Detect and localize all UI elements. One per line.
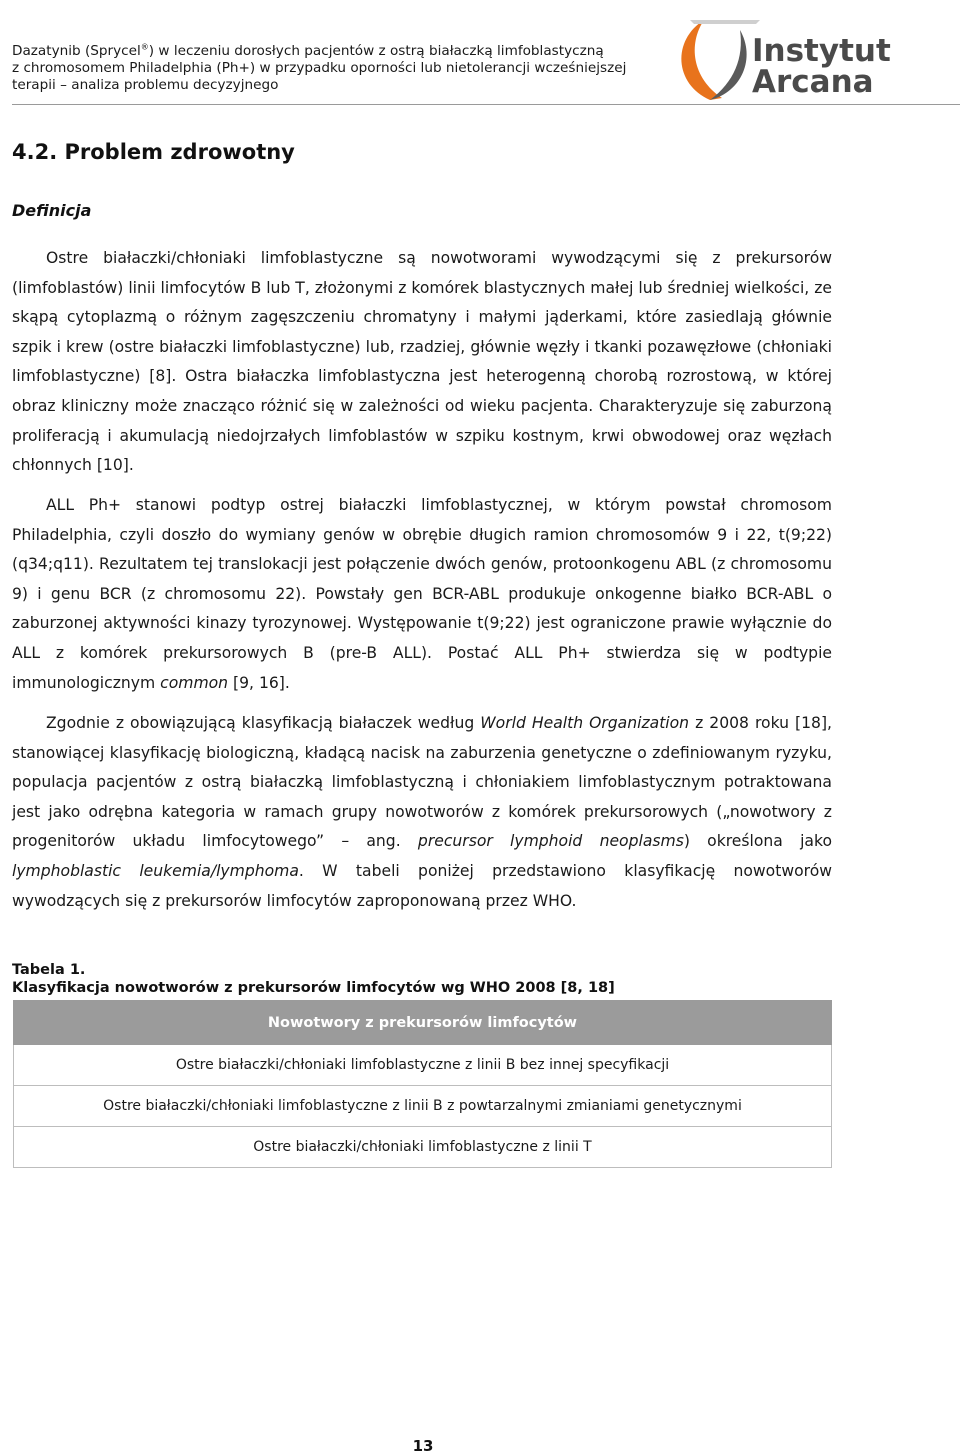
paragraph-italic-term: lymphoblastic leukemia/lymphoma xyxy=(12,861,299,880)
header-line-3: terapii – analiza problemu decyzyjnego xyxy=(12,77,279,93)
logo-gray-shade xyxy=(690,20,760,24)
paragraph-who-classification xyxy=(12,709,832,916)
table-header-cell: Nowotwory z prekursorów limfocytów xyxy=(14,1001,832,1045)
logo-text-line-1: Instytut xyxy=(752,33,891,69)
table-label: Tabela 1. xyxy=(12,962,86,978)
paragraph-text: . W tabeli poniżej przedstawiono klasyfikację nowotworów wywodzących się z prekursorów limfocytów zaproponowaną przez WHO. xyxy=(12,861,832,910)
table-header-row xyxy=(14,1001,832,1045)
table-cell: Ostre białaczki/chłoniaki limfoblastyczne z linii B z powtarzalnymi zmianiami genetycznymi xyxy=(14,1086,832,1127)
paragraph-text: ) określona jako xyxy=(683,832,832,851)
logo-text-line-2: Arcana xyxy=(752,64,874,100)
paragraph-italic-term: World Health Organization xyxy=(480,714,690,732)
paragraph-text: ALL Ph+ stanowi podtyp ostrej białaczki limfoblastycznej, w którym powstał chromosom Philadelphia, czyli doszło do wymiany genów w obrębie długich ramion chromosomów 9 i 22, t(9;22)(q34;q11). Rezultatem tej translokacji jest połączenie dwóch genów, protoonkogenu ABL (z chromosomu 9) i genu BCR (z chromosomu 22). Powstały gen BCR-ABL produkuje onkogenne białko BCR-ABL o zaburzonej aktywności kinazy tyrozynowej. Występowanie t(9;22) jest ograniczone prawie wyłącznie do ALL z komórek prekursorowych B (pre-B ALL). Postać ALL Ph+ stwierdza się w podtypie immunologicznym xyxy=(12,496,832,692)
paragraph-italic-term: precursor lymphoid neoplasms xyxy=(417,832,684,851)
logo-orange-arc xyxy=(681,20,722,100)
paragraph-definition: Ostre białaczki/chłoniaki limfoblastyczne są nowotworami wywodzącymi się z prekursorów (limfoblastów) linii limfocytów B lub T, złożonymi z komórek blastycznych małej lub średniej wielkości, ze skąpą cytoplazmą o różnym zagęszczeniu chromatyny i małymi jąderkami, które zasiedlają głównie szpik i krew (ostre białaczki limfoblastyczne) lub, rzadziej, głównie węzły i tkanki pozawęzłowe (chłoniaki limfoblastyczne) [8]. Ostra białaczka limfoblastyczna jest heterogenną chorobą rozrostową, w której obraz kliniczny może znacząco różnić się w zależności od wieku pacjenta. Charakteryzuje się zaburzoną proliferacją i akumulacją niedojrzałych limfoblastów w szpiku kostnym, krwi obwodowej oraz węzłach chłonnych [10]. xyxy=(12,249,832,475)
paragraph-text: z 2008 roku [18], stanowiącej klasyfikację biologiczną, kładącą nacisk na zaburzenia genetyczne o zdefiniowanym ryzyku, populacja pacjentów z ostrą białaczką limfoblastyczną i chłoniakiem limfoblastycznym potraktowana jest jako odrębna kategoria w ramach grupy nowotworów z komórek prekursorowych („nowotwory z progenitorów układu limfocytowego” – ang. xyxy=(12,714,832,851)
table-row xyxy=(14,1045,832,1086)
paragraph-text: [9, 16]. xyxy=(228,673,290,692)
who-classification-table xyxy=(13,1000,832,1168)
table-cell: Ostre białaczki/chłoniaki limfoblastyczne z linii B bez innej specyfikacji xyxy=(14,1045,832,1086)
header-divider xyxy=(12,104,960,105)
document-header xyxy=(12,43,672,94)
section-title: 4.2. Problem zdrowotny xyxy=(12,140,295,164)
definition-subtitle: Definicja xyxy=(12,201,92,220)
table-row xyxy=(14,1086,832,1127)
table-caption xyxy=(12,961,615,997)
table-cell: Ostre białaczki/chłoniaki limfoblastyczne z linii T xyxy=(14,1127,832,1168)
header-line-2: z chromosomem Philadelphia (Ph+) w przypadku oporności lub nietolerancji wcześniejszej xyxy=(12,60,627,76)
header-title-part: ) w leczeniu dorosłych pacjentów z ostrą białaczką limfoblastyczną xyxy=(148,43,604,59)
table-row xyxy=(14,1127,832,1168)
header-line-1 xyxy=(12,43,672,60)
paragraph-text: Zgodnie z obowiązującą klasyfikacją białaczek według xyxy=(46,714,481,732)
table-title: Klasyfikacja nowotworów z prekursorów limfocytów wg WHO 2008 [8, 18] xyxy=(12,980,615,996)
header-title-part: Dazatynib (Sprycel xyxy=(12,43,141,59)
page-number: 13 xyxy=(412,1437,434,1455)
paragraph-italic-term: common xyxy=(160,673,229,692)
registered-mark: ® xyxy=(140,42,149,52)
paragraph-all-ph xyxy=(12,491,832,698)
logo-gray-arc xyxy=(710,30,747,100)
logo-wordmark xyxy=(752,33,891,100)
